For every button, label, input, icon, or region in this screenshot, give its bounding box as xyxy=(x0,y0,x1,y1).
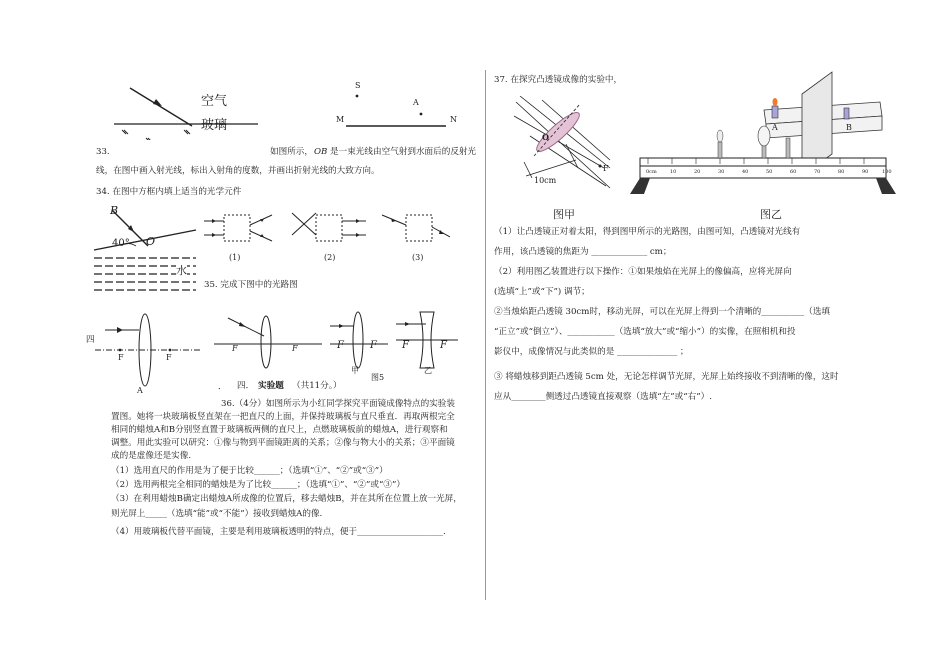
q33-number: 33. xyxy=(96,147,110,157)
figure-35-lens2-svg xyxy=(214,312,324,372)
label-f-3: F xyxy=(232,344,238,353)
q37-p1a: （1）让凸透镜正对着太阳，得到图甲所示的光路图，由图可知，凸透镜对光线有 xyxy=(494,227,801,237)
section4-title: 实验题 xyxy=(258,381,284,391)
tick-30: 30 xyxy=(718,169,725,175)
q33-text-line2: 线，在图中画入射光线，标出入射角的度数，并画出折射光线的大致方向。 xyxy=(96,166,380,176)
label-s: S xyxy=(355,81,361,90)
tick-20: 20 xyxy=(694,169,701,175)
q36-line-1: 36.（4分）如图所示为小红同学探究平面镜成像特点的实验装 xyxy=(221,399,455,409)
label-f-6: F xyxy=(370,340,377,351)
section4-prefix: ． xyxy=(218,382,227,392)
label-f-8: F xyxy=(440,340,447,351)
tick-70: 70 xyxy=(814,169,821,175)
figure-34-boxes-svg xyxy=(200,205,450,255)
q33-text-part2: 是一束光线由空气射到水面后的反射光 xyxy=(330,147,477,157)
q37-text: 37. 在探究凸透镜成像的实验中， xyxy=(494,75,623,85)
tick-10: 10 xyxy=(670,169,677,175)
q37-p4b: 应从________侧透过凸透镜直接观察（选填“左”或“右”）. xyxy=(494,392,712,402)
q36-line-4: 调整。用此实验可以研究：①像与物到平面镜距离的关系；②像与物大小的关系；③平面镜 xyxy=(111,438,455,448)
caption-yi: 图乙 xyxy=(760,208,782,221)
label-f-focus: F xyxy=(603,164,609,173)
column-divider xyxy=(485,70,486,600)
q36-line-5: 成的是虚像还是实像. xyxy=(111,451,192,461)
figure-33-refraction xyxy=(112,80,262,140)
label-four: 四 xyxy=(86,335,95,345)
figure-37-jia xyxy=(514,96,624,196)
figure-35-convex-svg xyxy=(95,312,205,392)
label-air: 空气 xyxy=(201,94,228,109)
figure-35-lens-convex xyxy=(95,312,205,392)
figure-35-lens-2 xyxy=(214,312,324,372)
label-f-5: F xyxy=(337,340,344,351)
label-water: 水 xyxy=(176,264,187,277)
q37-p1b: 作用，该凸透镜的焦距为 _____________ cm； xyxy=(494,247,672,257)
tick-40: 40 xyxy=(742,169,749,175)
label-b: B xyxy=(110,204,119,217)
q37-p3b: “正立”或“倒立”）、___________（选填“放大”或“缩小”）的实像，在照相机和投 xyxy=(494,327,796,337)
q33-text-part1: 如图所示， xyxy=(270,147,313,157)
q36-sub-3b: 则光屏上_____（选填“能”或“不能”）接收到蜡烛A的像. xyxy=(111,509,323,519)
label-f-2: F xyxy=(166,353,172,362)
q36-line-2: 置图。她将一块玻璃板竖直架在一把直尺的上面，并保持玻璃板与直尺垂直．再取两根完全 xyxy=(111,412,455,422)
label-40deg: 40° xyxy=(112,238,130,249)
label-10cm: 10cm xyxy=(534,176,557,185)
label-n: N xyxy=(450,115,457,124)
bench-tick-labels xyxy=(646,168,896,178)
figure-33-svg xyxy=(112,80,262,140)
tick-100: 100 xyxy=(882,169,892,175)
figure-34-water-svg xyxy=(92,200,202,300)
caption-jia: 图甲 xyxy=(553,208,575,221)
figure-33-mirror-svg xyxy=(330,78,470,128)
label-o-lens: O xyxy=(542,132,549,142)
tick-80: 80 xyxy=(838,169,845,175)
q37-p2b: (选填“上”或“下”) 调节； xyxy=(494,287,590,297)
label-b-candle: B xyxy=(846,123,852,132)
label-fig5: 图5 xyxy=(371,373,385,382)
figure-34-boxes xyxy=(200,205,450,255)
label-o: O xyxy=(146,235,156,248)
q33-ob: OB xyxy=(314,147,328,157)
label-m: M xyxy=(336,115,345,124)
q36-line-3: 相同的蜡烛A和B分别竖直置于玻璃板两侧的直尺上，点燃玻璃板前的蜡烛A，进行观察和 xyxy=(111,425,448,435)
label-f-4: F xyxy=(292,344,298,353)
tick-90: 90 xyxy=(862,169,869,175)
figure-37-jia-svg xyxy=(514,96,624,196)
q36-sub-3a: （3）在利用蜡烛B确定出蜡烛A所成像的位置后，移去蜡烛B，并在其所在位置上放一光屏， xyxy=(111,494,462,504)
q36-sub-2: （2）选用两根完全相同的蜡烛是为了比较______；（选填“①”、“②”或“③”） xyxy=(111,480,405,490)
tick-50: 50 xyxy=(766,169,773,175)
section4-number: 四． xyxy=(237,381,255,391)
q35-text: 35. 完成下图中的光路图 xyxy=(204,280,298,290)
label-yi: 乙 xyxy=(424,366,432,375)
q37-p4a: ③ 将蜡烛移到距凸透镜 5cm 处，无论怎样调节光屏，光屏上始终接收不到清晰的像，这时 xyxy=(494,372,839,382)
label-a-candle: A xyxy=(772,123,778,132)
label-a-mark: A xyxy=(137,386,143,395)
figure-34-water xyxy=(92,200,202,300)
q34-text: 34. 在图中方框内填上适当的光学元件 xyxy=(96,187,242,197)
q36-sub-4: （4）用玻璃板代替平面镜，主要是利用玻璃板透明的特点，便于____________________. xyxy=(111,527,446,537)
q37-p3c: 影仪中，成像情况与此类似的是 ______________ ； xyxy=(494,347,689,357)
figure-33-mirror xyxy=(330,78,470,128)
tick-60: 60 xyxy=(790,169,797,175)
q36-sub-1: （1）选用直尺的作用是为了便于比较______；（选填“①”、“②”或“③”） xyxy=(111,466,388,476)
label-f-1: F xyxy=(118,353,124,362)
figure-37-yi xyxy=(626,70,906,200)
box-label-1: (1) xyxy=(229,253,241,262)
q37-p2a: （2）利用图乙装置进行以下操作：①如果烛焰在光屏上的像偏高，应将光屏向 xyxy=(494,267,792,277)
tick-0: 0cm xyxy=(646,169,657,175)
label-f-7: F xyxy=(402,340,409,351)
label-jia: 甲 xyxy=(351,366,359,375)
section4-score: （共11分。） xyxy=(292,381,342,391)
label-glass: 玻璃 xyxy=(201,118,228,133)
figure-37-yi-svg xyxy=(626,70,906,200)
q37-p3a: ②当烛焰距凸透镜 30cm时，移动光屏，可以在光屏上得到一个清晰的__________（选填 xyxy=(494,307,831,317)
box-label-3: (3) xyxy=(412,253,424,262)
label-a: A xyxy=(413,98,419,107)
box-label-2: (2) xyxy=(324,253,336,262)
